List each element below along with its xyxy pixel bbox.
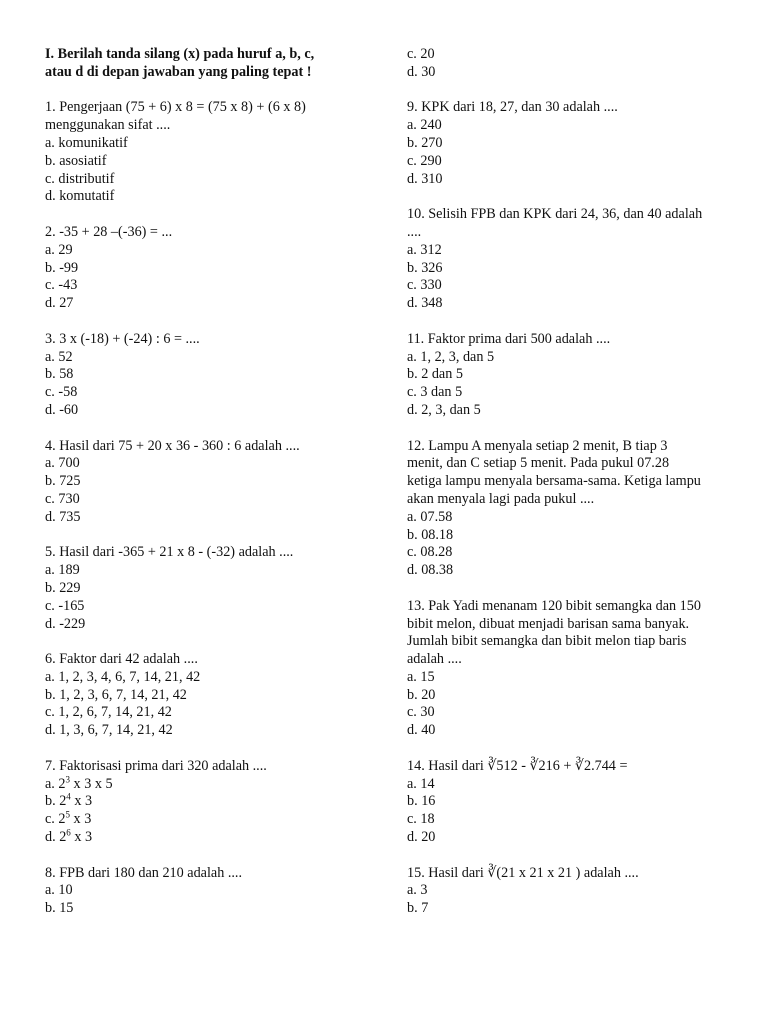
option-b[interactable]: b. 270 [407, 134, 443, 151]
question-stem: adalah .... [407, 651, 462, 668]
question-7 [45, 758, 365, 847]
option-c[interactable]: c. 08.28 [407, 544, 453, 561]
option-d[interactable]: d. -60 [45, 401, 79, 418]
option-a[interactable]: a. 29 [45, 241, 73, 258]
question-2 [45, 224, 365, 313]
option-c[interactable]: c. 20 [407, 46, 435, 62]
question-stem: 1. Pengerjaan (75 + 6) x 8 = (75 x 8) + (6 x 8) [45, 99, 306, 116]
option-c[interactable]: c. 730 [45, 490, 80, 507]
option-b[interactable]: b. 1, 2, 3, 6, 7, 14, 21, 42 [45, 686, 187, 703]
question-stem: ketiga lampu menyala bersama-sama. Ketiga lampu [407, 473, 701, 490]
question-8 [45, 865, 365, 918]
question-stem: 9. KPK dari 18, 27, dan 30 adalah .... [407, 99, 618, 116]
option-c[interactable]: c. -43 [45, 277, 78, 294]
option-c[interactable]: c. distributif [45, 170, 115, 187]
question-stem: bibit melon, dibuat menjadi barisan sama banyak. [407, 615, 690, 632]
option-a[interactable]: a. 1, 2, 3, dan 5 [407, 348, 495, 365]
option-d[interactable]: d. 735 [45, 508, 81, 525]
option-c[interactable]: c. 18 [407, 811, 435, 828]
option-d[interactable]: d. -229 [45, 615, 86, 632]
instruction-text [45, 46, 365, 82]
option-b[interactable]: b. 20 [407, 686, 436, 703]
option-b[interactable]: b. 15 [45, 900, 74, 917]
option-b[interactable]: b. 725 [45, 473, 81, 490]
question-stem: 8. FPB dari 180 dan 210 adalah .... [45, 864, 243, 881]
option-b[interactable]: b. 16 [407, 793, 436, 810]
option-d[interactable]: d. 30 [407, 63, 436, 80]
exponent: 6 [66, 827, 71, 838]
option-prefix: d. 2 [45, 829, 67, 846]
option-d[interactable]: d. 20 [407, 829, 436, 846]
question-stem: akan menyala lagi pada pukul .... [407, 490, 595, 507]
option-d[interactable]: d. 27 [45, 295, 74, 312]
option-a[interactable] [45, 773, 365, 794]
question-15 [407, 865, 727, 918]
question-stem: 10. Selisih FPB dan KPK dari 24, 36, dan 40 adalah [407, 206, 703, 223]
option-prefix: a. 2 [45, 775, 66, 792]
option-a[interactable]: a. 312 [407, 241, 442, 258]
option-c[interactable] [45, 811, 365, 829]
option-a[interactable]: a. 1, 2, 3, 4, 6, 7, 14, 21, 42 [45, 668, 201, 685]
option-b[interactable]: b. asosiatif [45, 152, 107, 169]
option-d[interactable]: d. komutatif [45, 188, 115, 205]
option-d[interactable]: d. 348 [407, 295, 443, 312]
question-stem: 3. 3 x (-18) + (-24) : 6 = .... [45, 330, 200, 347]
exponent: 5 [65, 809, 70, 820]
option-c[interactable]: c. 330 [407, 277, 442, 294]
option-b[interactable]: b. -99 [45, 259, 79, 276]
question-stem: menit, dan C setiap 5 menit. Pada pukul 07.28 [407, 455, 670, 472]
option-a[interactable]: a. 189 [45, 562, 80, 579]
option-c[interactable]: c. 30 [407, 704, 435, 721]
question-14 [407, 758, 727, 847]
option-suffix: x 3 [70, 829, 93, 846]
instruction-line: I. Berilah tanda silang (x) pada huruf a, b, c, [45, 46, 315, 62]
question-13 [407, 598, 727, 740]
option-b[interactable]: b. 229 [45, 579, 81, 596]
exponent: 3 [65, 773, 70, 784]
option-a[interactable]: a. 15 [407, 668, 435, 685]
option-a[interactable]: a. 700 [45, 455, 80, 472]
option-prefix: b. 2 [45, 793, 67, 810]
exponent: 4 [66, 791, 71, 802]
question-6 [45, 651, 365, 740]
question-9 [407, 99, 727, 188]
option-c[interactable]: c. 1, 2, 6, 7, 14, 21, 42 [45, 704, 172, 721]
right-column [407, 46, 727, 918]
instruction-line: atau d di depan jawaban yang paling tepat ! [45, 63, 312, 80]
question-stem: 7. Faktorisasi prima dari 320 adalah .... [45, 757, 267, 774]
question-stem: menggunakan sifat .... [45, 117, 171, 134]
option-d[interactable] [45, 829, 365, 847]
option-c[interactable]: c. 290 [407, 152, 442, 169]
option-suffix: x 3 x 5 [70, 775, 113, 792]
left-column [45, 46, 365, 918]
question-stem: 14. Hasil dari ∛512 - ∛216 + ∛2.744 = [407, 757, 628, 774]
option-d[interactable]: d. 310 [407, 170, 443, 187]
option-b[interactable]: b. 7 [407, 900, 429, 917]
question-stem: 5. Hasil dari -365 + 21 x 8 - (-32) adalah .... [45, 544, 294, 561]
option-c[interactable]: c. 3 dan 5 [407, 384, 463, 401]
option-suffix: x 3 [70, 793, 93, 810]
question-5 [45, 544, 365, 633]
question-1 [45, 99, 365, 206]
question-stem: Jumlah bibit semangka dan bibit melon tiap baris [407, 633, 687, 650]
question-stem: 4. Hasil dari 75 + 20 x 36 - 360 : 6 adalah .... [45, 437, 300, 454]
question-3 [45, 331, 365, 420]
question-8-continued [407, 46, 727, 82]
option-d[interactable]: d. 1, 3, 6, 7, 14, 21, 42 [45, 722, 173, 739]
option-b[interactable]: b. 08.18 [407, 526, 454, 543]
option-d[interactable]: d. 40 [407, 722, 436, 739]
option-a[interactable]: a. 14 [407, 775, 435, 792]
option-a[interactable]: a. 52 [45, 348, 73, 365]
option-prefix: c. 2 [45, 811, 66, 828]
question-stem: 13. Pak Yadi menanam 120 bibit semangka dan 150 [407, 597, 701, 614]
question-stem: 11. Faktor prima dari 500 adalah .... [407, 330, 611, 347]
option-b[interactable]: b. 58 [45, 366, 74, 383]
option-b[interactable]: b. 2 dan 5 [407, 366, 463, 383]
question-stem: 6. Faktor dari 42 adalah .... [45, 651, 198, 668]
question-11 [407, 331, 727, 420]
question-stem: 15. Hasil dari ∛(21 x 21 x 21 ) adalah .... [407, 864, 639, 881]
question-12 [407, 438, 727, 580]
question-stem: 12. Lampu A menyala setiap 2 menit, B tiap 3 [407, 437, 668, 454]
question-10 [407, 206, 727, 313]
option-c[interactable]: c. -58 [45, 384, 78, 401]
option-a[interactable]: a. 07.58 [407, 508, 453, 525]
question-4 [45, 438, 365, 527]
option-b[interactable] [45, 793, 365, 811]
option-c[interactable]: c. -165 [45, 597, 85, 614]
option-d[interactable]: d. 2, 3, dan 5 [407, 401, 481, 418]
option-a[interactable]: a. 10 [45, 882, 73, 899]
option-b[interactable]: b. 326 [407, 259, 443, 276]
option-suffix: x 3 [70, 811, 92, 828]
question-stem: .... [407, 223, 422, 240]
option-a[interactable]: a. komunikatif [45, 134, 128, 151]
option-d[interactable]: d. 08.38 [407, 562, 454, 579]
option-a[interactable]: a. 240 [407, 117, 442, 134]
option-a[interactable]: a. 3 [407, 882, 428, 899]
question-stem: 2. -35 + 28 –(-36) = ... [45, 223, 173, 240]
